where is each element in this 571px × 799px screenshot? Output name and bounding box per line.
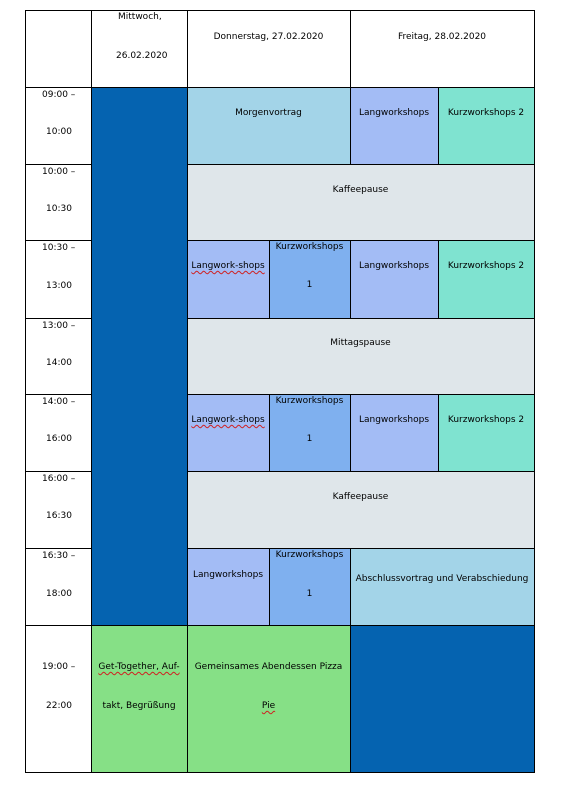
session-label xyxy=(187,415,269,426)
session-label: Kurzworkshops 2 xyxy=(447,415,525,425)
time-end: 18:00 xyxy=(46,589,72,599)
time-cell xyxy=(25,471,91,548)
session-label-text: Pie xyxy=(261,701,276,711)
time-end: 22:00 xyxy=(46,701,72,711)
header-day-wednesday xyxy=(91,10,187,87)
time-start: 10:00 – xyxy=(42,167,76,177)
row-divider xyxy=(25,164,92,165)
session-langworkshops xyxy=(350,394,438,471)
session-kurzworkshops-2 xyxy=(438,240,534,318)
subcolumn-divider xyxy=(269,394,270,471)
time-cell xyxy=(25,240,91,318)
session-langwork-shops xyxy=(187,394,269,471)
header-day-wednesday-line2: 26.02.2020 xyxy=(116,51,168,61)
time-cell xyxy=(25,548,91,625)
session-kurzworkshops-2 xyxy=(438,394,534,471)
session-label-line2: 1 xyxy=(306,589,313,599)
header-day-thursday-label: Donnerstag, 27.02.2020 xyxy=(213,32,324,42)
session-kurzworkshops-1 xyxy=(269,548,350,625)
session-label: Mittagspause xyxy=(330,338,391,348)
header-day-thursday xyxy=(187,10,350,87)
time-end: 13:00 xyxy=(46,281,72,291)
session-label-line1: Kurzworkshops xyxy=(275,550,344,560)
session-abschlussvortrag xyxy=(350,548,534,625)
column-divider xyxy=(350,87,351,164)
row-divider xyxy=(25,548,92,549)
header-time-cell xyxy=(25,10,91,87)
session-label-line2: 1 xyxy=(306,280,313,290)
subcolumn-divider xyxy=(269,548,270,625)
row-divider xyxy=(187,548,535,549)
session-label-text: Langwork-shops xyxy=(191,261,265,271)
time-end: 14:00 xyxy=(46,358,72,368)
time-cell xyxy=(25,87,91,164)
row-divider xyxy=(187,318,535,319)
time-cell xyxy=(25,394,91,471)
friday-evening-blocked-block xyxy=(350,625,534,772)
session-label: Morgenvortrag xyxy=(235,108,302,118)
session-kurzworkshops-2 xyxy=(438,87,534,164)
session-label-line2 xyxy=(187,701,350,712)
subcolumn-divider xyxy=(438,394,439,471)
time-end: 10:30 xyxy=(46,204,72,214)
session-langwork-shops xyxy=(187,240,269,318)
session-label: Kurzworkshops 2 xyxy=(447,108,525,118)
row-divider xyxy=(187,240,535,241)
session-label: Langworkshops xyxy=(358,108,430,118)
time-start: 14:00 – xyxy=(42,397,76,407)
time-end: 16:00 xyxy=(46,434,72,444)
session-label: Langworkshops xyxy=(192,570,264,580)
column-divider xyxy=(350,10,351,87)
time-start: 16:00 – xyxy=(42,474,76,484)
session-label: Abschlussvortrag und Verabschiedung xyxy=(355,574,529,584)
session-kaffeepause xyxy=(187,471,534,548)
session-abendessen xyxy=(187,625,350,772)
session-label: Kaffeepause xyxy=(332,492,389,502)
subcolumn-divider xyxy=(269,240,270,318)
session-langworkshops xyxy=(350,87,438,164)
column-divider xyxy=(187,10,188,773)
row-divider xyxy=(25,240,92,241)
column-divider xyxy=(350,548,351,773)
table-border-bottom xyxy=(25,772,535,773)
row-divider xyxy=(25,318,92,319)
session-label: Langworkshops xyxy=(358,415,430,425)
wednesday-blocked-block xyxy=(91,87,187,625)
session-get-together xyxy=(91,625,187,772)
session-label: Kurzworkshops 2 xyxy=(447,261,525,271)
time-start: 13:00 – xyxy=(42,321,76,331)
table-border-left xyxy=(25,10,26,773)
session-kaffeepause xyxy=(187,164,534,240)
session-label-line1: Gemeinsames Abendessen Pizza xyxy=(194,662,343,672)
session-label-text: Get-Together, Auf- xyxy=(98,662,180,672)
row-divider xyxy=(187,471,535,472)
session-langworkshops xyxy=(187,548,269,625)
session-label xyxy=(187,261,269,272)
row-divider xyxy=(25,394,92,395)
column-divider xyxy=(91,10,92,773)
session-langworkshops xyxy=(350,240,438,318)
column-divider xyxy=(350,394,351,471)
time-start: 19:00 – xyxy=(42,662,76,672)
header-day-friday xyxy=(350,10,534,87)
time-end: 16:30 xyxy=(46,511,72,521)
time-cell xyxy=(25,625,91,772)
session-mittagspause xyxy=(187,318,534,394)
session-label-line1 xyxy=(91,662,187,673)
table-border-right xyxy=(534,10,535,773)
table-border-top xyxy=(25,10,535,11)
session-label-line2: 1 xyxy=(306,434,313,444)
time-start: 09:00 – xyxy=(42,90,76,100)
time-cell xyxy=(25,164,91,240)
row-divider xyxy=(25,87,535,88)
session-label-line2: takt, Begrüßung xyxy=(102,701,176,711)
row-divider xyxy=(187,164,535,165)
session-label: Langworkshops xyxy=(358,261,430,271)
header-day-wednesday-line1: Mittwoch, xyxy=(118,12,162,22)
time-end: 10:00 xyxy=(46,127,72,137)
subcolumn-divider xyxy=(438,240,439,318)
header-day-friday-label: Freitag, 28.02.2020 xyxy=(397,32,487,42)
time-start: 10:30 – xyxy=(42,243,76,253)
subcolumn-divider xyxy=(438,87,439,164)
session-label-line1: Kurzworkshops xyxy=(275,242,344,252)
time-cell xyxy=(25,318,91,394)
time-start: 16:30 – xyxy=(42,551,76,561)
session-kurzworkshops-1 xyxy=(269,240,350,318)
session-kurzworkshops-1 xyxy=(269,394,350,471)
session-morgenvortrag xyxy=(187,87,350,164)
session-label-text: Langwork-shops xyxy=(191,415,265,425)
row-divider xyxy=(187,394,535,395)
session-label-line1: Kurzworkshops xyxy=(275,396,344,406)
row-divider xyxy=(25,471,92,472)
session-label: Kaffeepause xyxy=(332,185,389,195)
column-divider xyxy=(350,240,351,318)
row-divider xyxy=(25,625,535,626)
